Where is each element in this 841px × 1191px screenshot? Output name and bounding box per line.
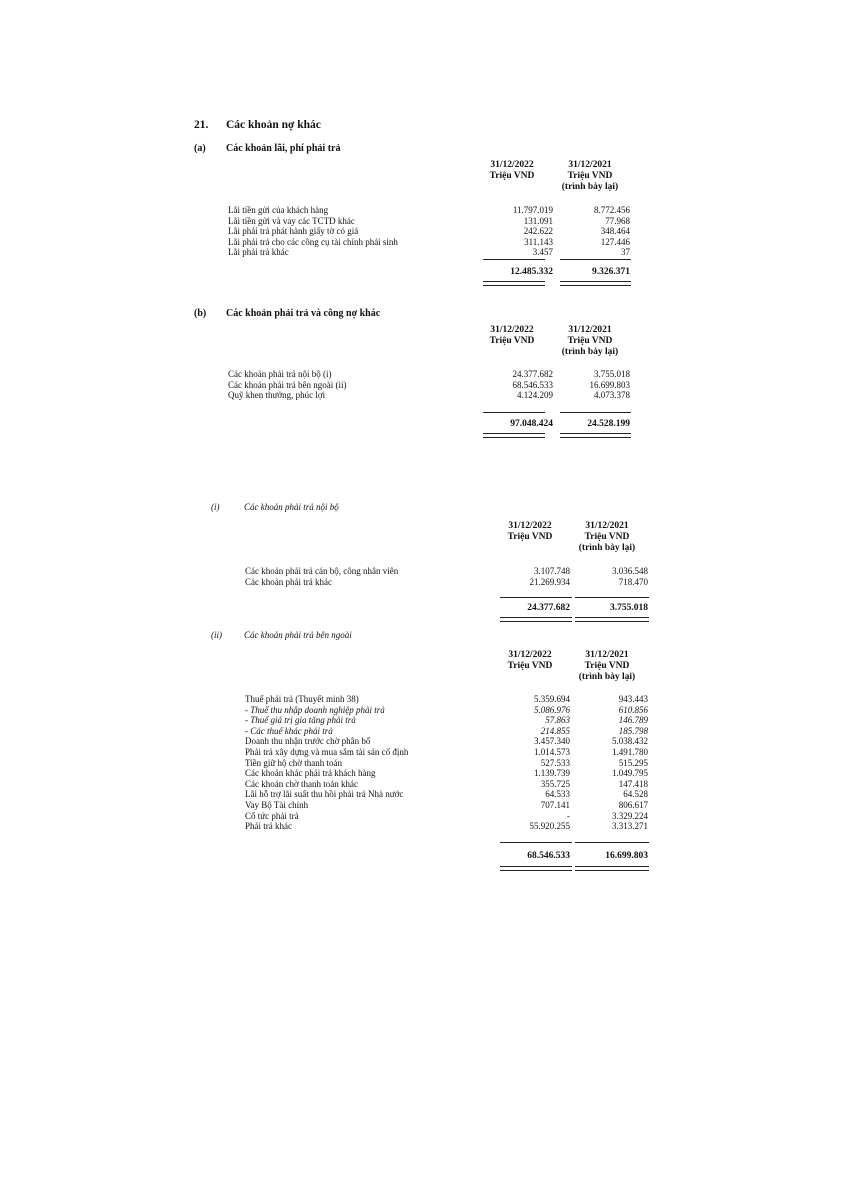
col-header-2022 (488, 521, 572, 543)
value-2021: 64.528 (623, 789, 648, 800)
value-2022: 3.457.340 (534, 736, 570, 747)
value-2022: 3.107.748 (534, 566, 570, 576)
subsection-b-title: Các khoản phải trả và công nợ khác (226, 308, 381, 319)
subtotal-rule (483, 412, 545, 413)
value-2021: 16.699.803 (589, 379, 630, 390)
value-2022: 1.139.739 (534, 768, 570, 779)
value-2022: 68.546.533 (512, 379, 553, 390)
value-2022: 3.457 (532, 247, 553, 258)
col-header-2022 (470, 325, 554, 347)
col-header-note: (trình bày lại) (561, 182, 619, 192)
value-2021: 1.491.780 (612, 747, 648, 757)
value-2022: 214.855 (540, 725, 570, 736)
table-row (245, 566, 648, 577)
col-header-2022 (488, 650, 572, 672)
value-2021: 147.418 (618, 778, 648, 789)
table-row (245, 726, 648, 737)
subtotal-rule (500, 842, 572, 843)
value-2022: 355.725 (540, 778, 570, 789)
total-2021: 3.755.018 (610, 603, 648, 613)
col-header-date: 31/12/2021 (585, 521, 629, 531)
total-double-rule (575, 617, 649, 622)
table-row (228, 216, 630, 227)
value-2022: 57.863 (545, 715, 570, 726)
value-2021: 185.798 (618, 725, 648, 736)
col-header-2021 (548, 160, 632, 193)
col-header-date: 31/12/2021 (568, 325, 612, 335)
row-label: Các khoản phải trả khác (245, 576, 332, 587)
subtotal-rule (575, 597, 649, 598)
col-header-unit: Triệu VND (584, 661, 630, 671)
row-label: - Thuế thu nhập doanh nghiệp phải trả (245, 704, 385, 715)
subsection-a-title: Các khoản lãi, phí phải trả (226, 143, 341, 154)
row-label: Phải trả khác (245, 821, 292, 832)
value-2022: 24.377.682 (512, 369, 553, 379)
value-2021: 3.755.018 (594, 369, 630, 379)
row-label: Lãi phải trả phát hành giấy tờ có giá (228, 226, 359, 237)
total-2022: 97.048.424 (510, 419, 553, 429)
subtotal-rule (560, 412, 631, 413)
subsection-ii-title: Các khoản phải trả bên ngoài (244, 630, 352, 640)
total-row (228, 419, 630, 430)
table-row (228, 205, 630, 216)
row-label: Tiền giữ hộ chờ thanh toán (245, 757, 343, 768)
value-2021: 8.772.456 (594, 205, 630, 215)
col-header-unit: Triệu VND (567, 336, 613, 346)
table-row (245, 577, 648, 588)
value-2022: 11.797.019 (512, 205, 553, 215)
total-row (228, 267, 630, 278)
value-2021: 1.049.795 (612, 768, 648, 779)
col-header-2021 (548, 325, 632, 358)
value-2021: 3.313.271 (612, 821, 648, 832)
col-header-unit: Triệu VND (507, 532, 553, 542)
row-label: Lãi hỗ trợ lãi suất thu hồi phải trả Nhà nước (245, 789, 404, 800)
table-row (245, 705, 648, 716)
row-label: Các khoản chờ thanh toán khác (245, 778, 358, 789)
subsection-i-title: Các khoản phải trả nội bộ (244, 502, 339, 512)
total-2021: 16.699.803 (605, 851, 648, 861)
col-header-note: (trình bày lại) (578, 543, 636, 553)
col-header-unit: Triệu VND (507, 661, 553, 671)
subtotal-rule (560, 259, 631, 260)
row-label: - Các thuế khác phải trả (245, 725, 333, 736)
table-row (245, 789, 648, 800)
value-2021: 806.617 (618, 800, 648, 810)
value-2021: 77.968 (605, 215, 630, 226)
table-row (245, 694, 648, 705)
value-2021: 515.295 (618, 757, 648, 768)
col-header-2022 (470, 160, 554, 182)
value-2021: 127.446 (600, 236, 630, 247)
col-header-date: 31/12/2022 (490, 325, 534, 335)
total-row (245, 851, 648, 862)
table-row (228, 380, 630, 391)
total-2022: 68.546.533 (527, 851, 570, 861)
total-double-rule (500, 866, 572, 871)
subtotal-rule (575, 842, 649, 843)
section-number: 21. (194, 119, 209, 131)
row-label: Cổ tức phải trả (245, 810, 299, 821)
col-header-date: 31/12/2021 (568, 160, 612, 170)
row-label: Các khoản phải trả cán bộ, công nhân viên (245, 566, 399, 576)
value-2022: 527.533 (540, 757, 570, 768)
value-2021: 610.856 (618, 704, 648, 715)
total-2022: 24.377.682 (527, 603, 570, 613)
row-label: Phải trả xây dựng và mua sắm tài sản cố định (245, 747, 409, 757)
value-2021: 943.443 (618, 694, 648, 704)
total-2022: 12.485.332 (510, 267, 553, 277)
subtotal-rule (483, 259, 545, 260)
col-header-date: 31/12/2021 (585, 650, 629, 660)
col-header-date: 31/12/2022 (490, 160, 534, 170)
table-row (228, 369, 630, 380)
total-double-rule (575, 866, 649, 871)
row-label: Vay Bộ Tài chính (245, 800, 309, 810)
total-double-rule (483, 433, 545, 438)
value-2021: 718.470 (618, 576, 648, 587)
col-header-unit: Triệu VND (489, 171, 535, 181)
row-label: Lãi tiền gửi và vay các TCTD khác (228, 215, 355, 226)
subsection-a-marker: (a) (194, 143, 206, 154)
col-header-date: 31/12/2022 (508, 650, 552, 660)
section-title: Các khoản nợ khác (226, 119, 321, 131)
total-2021: 24.528.199 (587, 419, 630, 429)
value-2022: 55.920.255 (529, 821, 570, 832)
value-2021: 37 (621, 247, 630, 258)
table-row (245, 800, 648, 811)
table-row (245, 758, 648, 769)
table-row (245, 779, 648, 790)
row-label: Doanh thu nhận trước chờ phân bổ (245, 736, 371, 747)
col-header-date: 31/12/2022 (508, 521, 552, 531)
value-2022: 311.143 (524, 236, 553, 247)
table-row (245, 768, 648, 779)
subsection-i-marker: (i) (211, 502, 220, 512)
row-label: Thuế phải trả (Thuyết minh 38) (245, 694, 359, 704)
value-2022: 64.533 (545, 789, 570, 800)
total-double-rule (560, 281, 631, 286)
row-label: Các khoản phải trả bên ngoài (ii) (228, 379, 347, 390)
table-row (245, 811, 648, 822)
value-2021: 146.789 (618, 715, 648, 726)
table-row (245, 715, 648, 726)
row-label: Các khoản khác phải trả khách hàng (245, 768, 376, 779)
value-2021: 3.036.548 (612, 566, 648, 576)
table-row (228, 247, 630, 258)
value-2022: 131.091 (523, 215, 553, 226)
subsection-b-marker: (b) (194, 308, 207, 319)
table-row (245, 736, 648, 747)
table-row (228, 226, 630, 237)
total-2021: 9.326.371 (592, 267, 630, 277)
subsection-ii-marker: (ii) (211, 630, 222, 640)
total-row (245, 603, 648, 614)
row-label: Lãi tiền gửi của khách hàng (228, 205, 329, 215)
col-header-2021 (565, 521, 649, 554)
value-2022: 707.141 (540, 800, 570, 810)
col-header-unit: Triệu VND (584, 532, 630, 542)
col-header-2021 (565, 650, 649, 683)
table-row (245, 821, 648, 832)
total-double-rule (500, 617, 572, 622)
col-header-note: (trình bày lại) (578, 672, 636, 682)
value-2021: 3.329.224 (612, 810, 648, 821)
col-header-unit: Triệu VND (567, 171, 613, 181)
value-2022: 5.086.976 (534, 704, 570, 715)
table-row (245, 747, 648, 758)
table-row (228, 237, 630, 248)
total-double-rule (483, 281, 545, 286)
table-row (228, 390, 630, 401)
subtotal-rule (500, 597, 572, 598)
row-label: Lãi phải trả khác (228, 247, 289, 258)
value-2021: 5.038.432 (612, 736, 648, 747)
row-label: Quỹ khen thưởng, phúc lợi (228, 390, 326, 401)
value-2022: 4.124.209 (517, 390, 553, 401)
value-2022: - (567, 810, 570, 821)
value-2022: 1.014.573 (534, 747, 570, 757)
col-header-unit: Triệu VND (489, 336, 535, 346)
row-label: Lãi phải trả cho các công cụ tài chính phái sinh (228, 236, 398, 247)
value-2022: 21.269.934 (529, 576, 570, 587)
col-header-note: (trình bày lại) (561, 347, 619, 357)
value-2021: 4.073.378 (594, 390, 630, 401)
total-double-rule (560, 433, 631, 438)
value-2022: 242.622 (523, 226, 553, 237)
value-2022: 5.359.694 (534, 694, 570, 704)
row-label: Các khoản phải trả nội bộ (i) (228, 369, 332, 379)
row-label: - Thuế giá trị gia tăng phải trả (245, 715, 356, 726)
value-2021: 348.464 (600, 226, 630, 237)
